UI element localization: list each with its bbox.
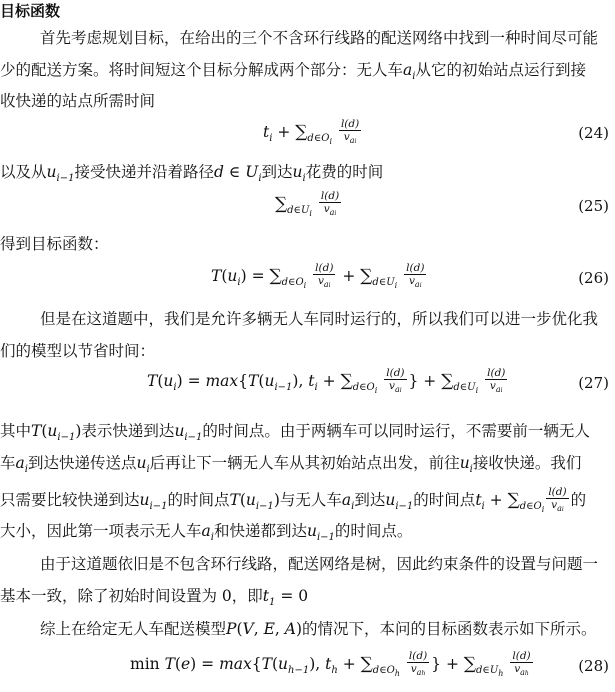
equation-28: $\min T(e) = \max\{T(u_{h-1})$, $t_h + \sum_{d\in O_h}$ $\frac{l(d)}{v_{ah}}$ } + $\sum_{d\in U_h}$ $\frac{l(d)}{v_{ah}}$ <box>130 650 531 678</box>
text: 接收快递。我们 <box>472 454 582 472</box>
text: 综上在给定无人车配送模型 <box>40 620 227 638</box>
text: 基本一致，除了初始时间设置为 0，即 <box>0 587 263 605</box>
max-operator: max <box>219 655 252 673</box>
paragraph-5-line-4: 大小，因此第一项表示无人车$a_i$和快递都到达$u_{i-1}$的时间点。 <box>0 522 413 543</box>
text: = 0 <box>275 587 309 605</box>
paragraph-3: 得到目标函数： <box>0 235 109 253</box>
math-u: $u_{i-1}$ <box>46 163 75 184</box>
min-operator: min <box>130 655 160 673</box>
text: 车 <box>0 454 16 472</box>
text: 和快递都到达 <box>213 522 307 540</box>
equation-number-27: (27) <box>578 374 609 392</box>
paragraph-4-line-1: 但是在这道题中，我们是允许多辆无人车同时运行的，所以我们可以进一步优化我 <box>40 310 599 328</box>
equation-26: $T(u_i) = \sum_{d\in O_i}$ $\frac{l(d)}{v_{ai}}$ + $\sum_{d\in U_i}$ $\frac{l(d)}{v_{ai}}$ <box>211 262 425 290</box>
text: 只需要比较快递到达 <box>0 491 140 509</box>
paragraph-7: 综上在给定无人车配送模型P(V, E, A)的情况下，本问的目标函数表示如下所示。 <box>40 620 597 638</box>
text: 其中 <box>0 422 32 440</box>
text: 到达 <box>261 163 293 181</box>
paragraph-6-line-1: 由于这道题依旧是不包含环行线路，配送网络是树，因此约束条件的设置与问题一 <box>40 555 599 573</box>
text: 到达 <box>354 491 386 509</box>
text: 的时间点。 <box>334 522 413 540</box>
text: 到达快递传送点 <box>27 454 137 472</box>
text: 以及从 <box>0 163 47 181</box>
text: 后再让下一辆无人车从其初始站点出发，前往 <box>149 454 460 472</box>
equation-number-25: (25) <box>578 197 609 215</box>
text: 接受快递并沿着路径 <box>74 163 214 181</box>
equation-number-26: (26) <box>578 269 609 287</box>
paragraph-1-line-1: 首先考虑规划目标，在给出的三个不含环行线路的配送网络中找到一种时间尽可能 <box>40 29 599 47</box>
text: 表示快递到达 <box>81 422 175 440</box>
max-operator: max <box>205 372 239 390</box>
math-u-i: $u_i$ <box>292 163 306 184</box>
text: 的时间点 <box>413 491 476 509</box>
text: 的 <box>570 491 587 509</box>
paragraph-5-line-1: 其中$T(u_{i-1})$表示快递到达$u_{i-1}$的时间点。由于两辆车可以同时运行，不需要前一辆无人 <box>0 422 590 443</box>
text: 与无人车 <box>279 491 342 509</box>
equation-27: $T(u_i) = \max\{T(u_{i-1})$, $t_i + \sum_{d\in O_i}$ $\frac{l(d)}{v_{ai}}$ } + $\sum_{d\in U_i}$ $\frac{l(d)}{v_{ai}}$ <box>147 367 506 395</box>
paragraph-1-line-2 <box>0 59 586 88</box>
equation-24: $t_i + \sum_{d\in O_i}$ $\frac{l(d)}{v_{ai}}$ <box>263 118 360 146</box>
text: 大小，因此第一项表示无人车 <box>0 522 202 540</box>
paragraph-6-line-2: 基本一致，除了初始时间设置为 0，即$t_1 = 0$ <box>0 587 309 608</box>
math-d-in-u: d <box>213 163 224 181</box>
math-a-i: $a_i$ <box>403 61 416 82</box>
text: 的时间点。由于两辆车可以同时运行，不需要前一辆无人 <box>202 422 590 440</box>
equation-number-24: (24) <box>578 124 609 142</box>
paragraph-4-line-2: 们的模型以节省时间： <box>0 342 156 360</box>
paragraph-1-line-3: 收快递的站点所需时间 <box>0 92 156 110</box>
equation-number-28: (28) <box>578 657 609 675</box>
text: 花费的时间 <box>305 163 384 181</box>
text: 的情况下，本问的目标函数表示如下所示。 <box>302 620 597 638</box>
text: 少的配送方案。将时间短这个目标分解成两个部分：无人车 <box>0 61 404 79</box>
text: 的时间点 <box>167 491 230 509</box>
paragraph-5-line-2: 车$a_i$到达快递传送点$u_i$后再让下一辆无人车从其初始站点出发，前往$u_i$接收快递。我们 <box>0 454 582 475</box>
paragraph-2: 以及从$u_{i-1}$接受快递并沿着路径d ∈ $U_i$到达$u_i$花费的时间 <box>0 163 384 184</box>
equation-25: $\sum_{d\in U_i}$ $\frac{l(d)}{v_{ai}}$ <box>275 190 340 218</box>
paragraph-5-line-3: 只需要比较快递到达$u_{i-1}$的时间点$T(u_{i-1})$与无人车$a_i$到达$u_{i-1}$的时间点$t_i + \sum_{d\in O_i}$ $\frac{l(d)}{v_{ai}}$ 的 <box>0 486 587 514</box>
section-heading: 目标函数 <box>0 2 61 20</box>
text: 从它的初始站点运行到接 <box>415 61 586 79</box>
